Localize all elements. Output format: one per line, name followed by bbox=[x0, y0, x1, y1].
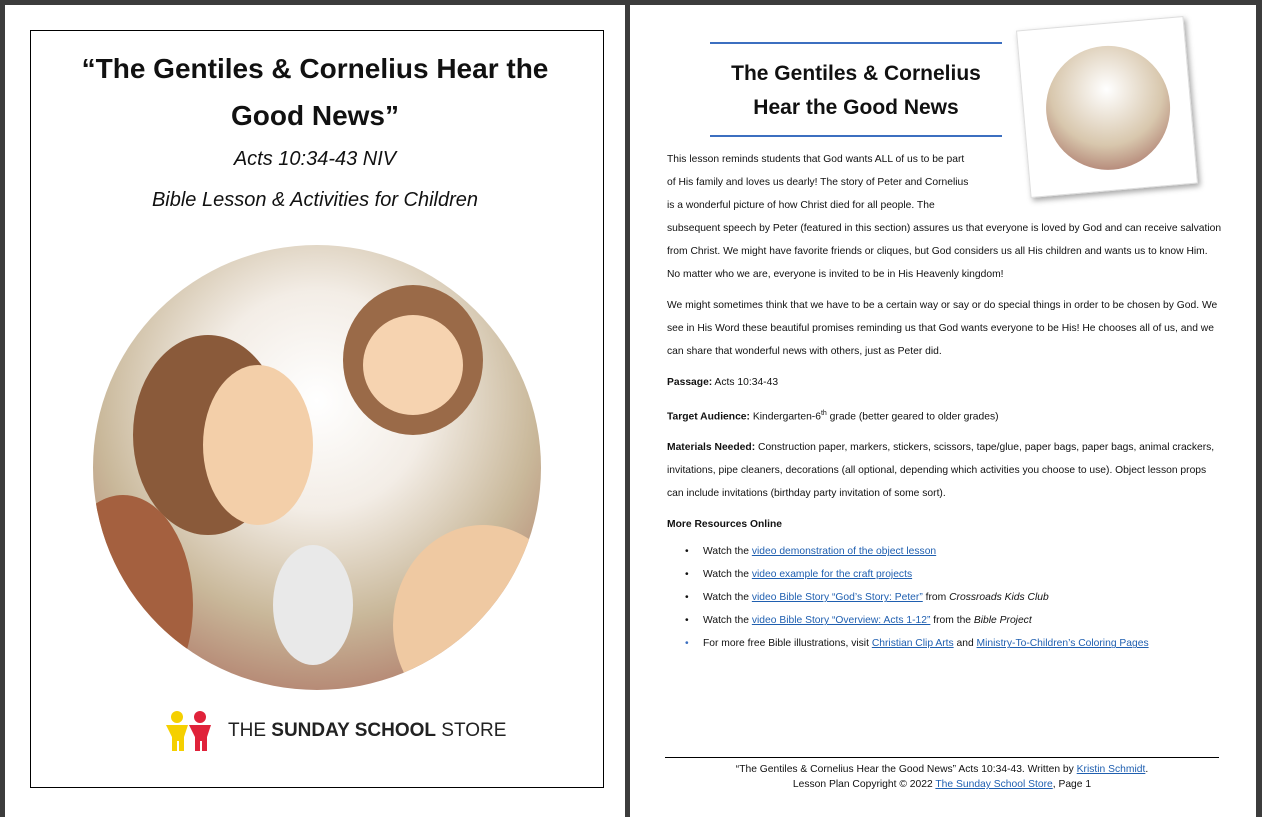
logo-text-store: STORE bbox=[441, 720, 507, 741]
lesson-page bbox=[630, 5, 1256, 817]
intro-line: This lesson reminds students that God wants ALL of us to be part bbox=[667, 154, 965, 165]
resource-link[interactable]: video Bible Story “Overview: Acts 1-12” bbox=[751, 615, 931, 627]
materials-label: Materials Needed: bbox=[667, 442, 756, 454]
kids-logo-icon bbox=[160, 710, 218, 752]
passage-value: Acts 10:34-43 bbox=[714, 377, 779, 388]
resource-source: Bible Project bbox=[973, 615, 1032, 627]
resource-item: • Watch the video demonstration of the object lesson bbox=[685, 540, 1222, 563]
audience-sup: th bbox=[820, 410, 827, 417]
resource-item: • Watch the video Bible Story “God’s Story: Peter” from Crossroads Kids Club bbox=[685, 586, 1222, 609]
coloring-pages-link[interactable]: Ministry-To-Children’s Coloring Pages bbox=[976, 638, 1149, 650]
resource-source: Crossroads Kids Club bbox=[949, 592, 1049, 604]
resources-heading: More Resources Online bbox=[667, 519, 783, 531]
logo-text-brand: SUNDAY SCHOOL bbox=[271, 720, 436, 741]
materials-value: Construction paper, markers, stickers, scissors, tape/glue, paper bags, paper bags, animal crackers, invitations, pipe cleaners, decorations (all optional, depending which activities you choose to use). Object lesson props can include invitations (birthday party invitation of some sort). bbox=[667, 442, 1215, 500]
cover-passage: Acts 10:34-43 NIV bbox=[233, 148, 397, 170]
resource-link[interactable]: video demonstration of the object lesson bbox=[751, 546, 937, 558]
resource-link[interactable]: video Bible Story “God’s Story: Peter” bbox=[751, 592, 923, 604]
author-link[interactable]: Kristin Schmidt bbox=[1076, 764, 1146, 775]
audience-label: Target Audience: bbox=[667, 411, 750, 423]
sunday-school-store-logo bbox=[160, 710, 506, 752]
cover-page bbox=[5, 5, 625, 817]
intro-line: is a wonderful picture of how Christ died for all people. The bbox=[667, 200, 935, 211]
cover-title: “The Gentiles & Cornelius Hear the Good News” bbox=[81, 53, 549, 131]
cover-subtitle: Bible Lesson & Activities for Children bbox=[151, 189, 479, 211]
page-footer: “The Gentiles & Cornelius Hear the Good News” Acts 10:34-43. Written by Kristin Schmidt. Lesson Plan Copyright © 2022 The Sunday School Store, Page 1 bbox=[665, 757, 1219, 792]
intro-line: of His family and loves us dearly! The story of Peter and Cornelius bbox=[667, 177, 969, 188]
resource-item: • For more free Bible illustrations, visit Christian Clip Arts and Ministry-To-Children’s Coloring Pages bbox=[685, 632, 1222, 655]
christian-clip-arts-link[interactable]: Christian Clip Arts bbox=[871, 638, 954, 650]
paragraph-2: We might sometimes think that we have to be a certain way or say or do special things in order to be chosen by God. We see in His Word these beautiful promises reminding us that God wants everyone to be His! He chooses all of us, and we can share that wonderful news with others, just as Peter did. bbox=[667, 300, 1218, 357]
cover-illustration bbox=[93, 245, 541, 690]
resource-item: • Watch the video Bible Story “Overview: Acts 1-12” from the Bible Project bbox=[685, 609, 1222, 632]
store-link[interactable]: The Sunday School Store bbox=[935, 779, 1053, 790]
resource-item: • Watch the video example for the craft projects bbox=[685, 563, 1222, 586]
passage-label: Passage: bbox=[667, 377, 713, 388]
logo-text-the: THE bbox=[228, 720, 266, 741]
intro-paragraph: subsequent speech by Peter (featured in this section) assures us that everyone is loved by God and can receive salvation from Christ. We might have favorite friends or cliques, but God considers us all His children and wants us to know Him. No matter who we are, everyone is invited to be in His Heavenly kingdom! bbox=[667, 223, 1222, 280]
lesson-title: The Gentiles & Cornelius Hear the Good News bbox=[710, 42, 1002, 137]
resource-link[interactable]: video example for the craft projects bbox=[751, 569, 913, 581]
audience-value: Kindergarten-6 bbox=[752, 411, 821, 423]
audience-value-rest: grade (better geared to older grades) bbox=[826, 411, 999, 423]
resources-list bbox=[685, 540, 1222, 655]
